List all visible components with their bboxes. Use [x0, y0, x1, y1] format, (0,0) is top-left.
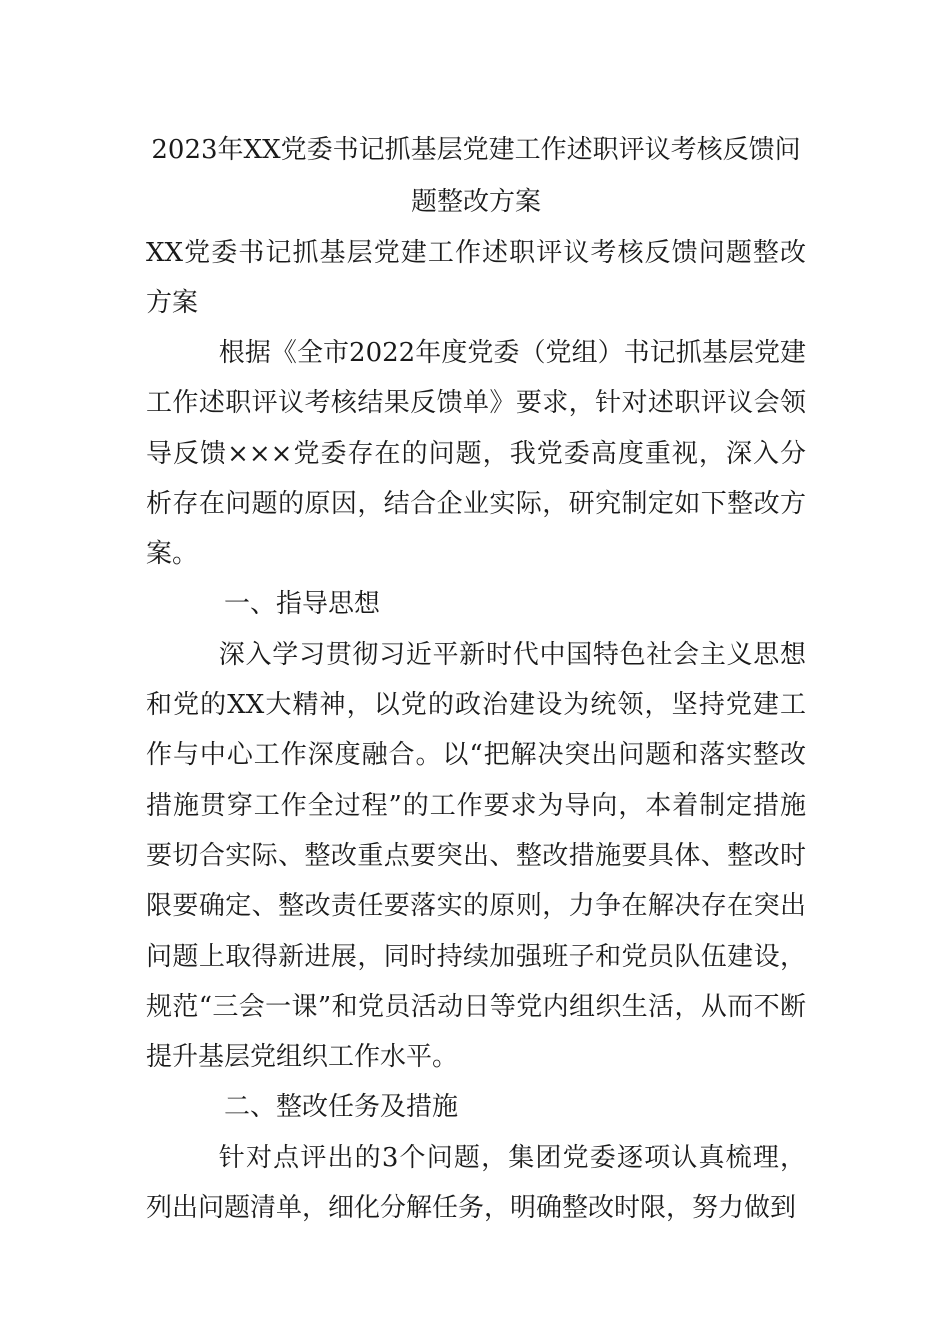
document-title: 2023年XX党委书记抓基层党建工作述职评议考核反馈问题整改方案 [151, 135, 801, 217]
section-2-paragraph: 针对点评出的3个问题，集团党委逐项认真梳理，列出问题清单，细化分解任务，明确整改时限，努力做到 [146, 1142, 806, 1224]
intro-paragraph: 根据《全市2022年度党委（党组）书记抓基层党建工作述职评议考核结果反馈单》要求，针对述职评议会领导反馈×××党委存在的问题，我党委高度重视，深入分析存在问题的原因，结合企业实际，研究制定如下整改方案。 [146, 338, 806, 570]
section-1-heading: 一、指导思想 [224, 589, 381, 620]
document-subtitle: XX党委书记抓基层党建工作述职评议考核反馈问题整改方案 [146, 238, 806, 318]
document-page [146, 124, 806, 1233]
section-1-paragraph: 深入学习贯彻习近平新时代中国特色社会主义思想和党的XX大精神，以党的政治建设为统领，坚持党建工作与中心工作深度融合。以“把解决突出问题和落实整改措施贯穿工作全过程”的工作要求为导向，本着制定措施要切合实际、整改重点要突出、整改措施要具体、整改时限要确定、整改责任要落实的原则，力争在解决存在突出问题上取得新进展，同时持续加强班子和党员队伍建设，规范“三会一课”和党员活动日等党内组织生活，从而不断提升基层党组织工作水平。 [146, 639, 806, 1073]
section-2-heading: 二、整改任务及措施 [224, 1092, 459, 1123]
